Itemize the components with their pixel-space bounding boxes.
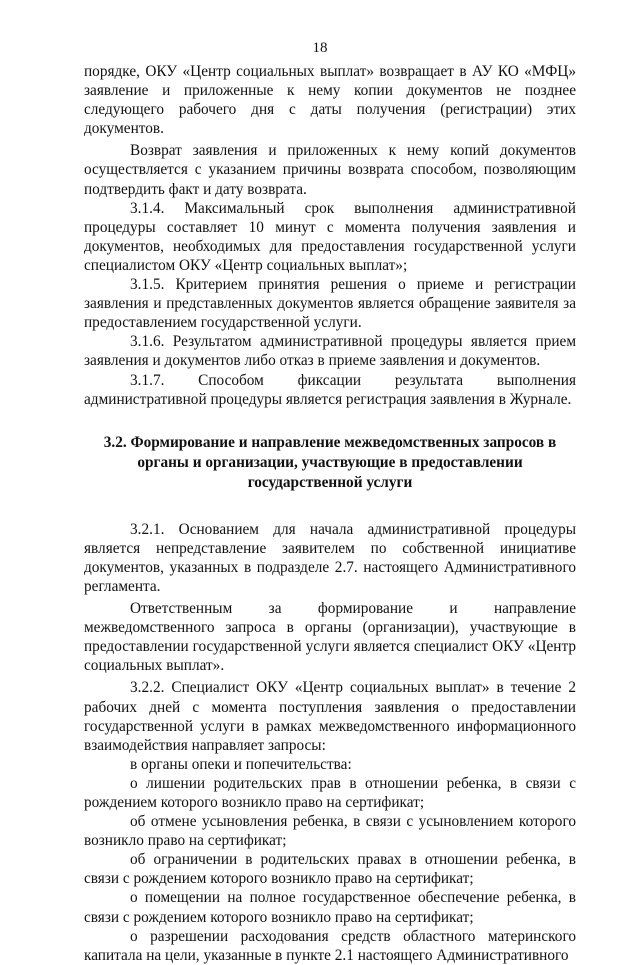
paragraph: порядке, ОКУ «Центр социальных выплат» возвращает в АУ КО «МФЦ» заявление и приложенные к нему копии документов не позднее следующего рабочего дня с даты получения (регистрации) этих документов. xyxy=(84,63,576,138)
page-number: 18 xyxy=(312,40,328,56)
list-item: об ограничении в родительских правах в отношении ребенка, в связи с рождением которого возникло право на сертификат; xyxy=(84,851,576,888)
paragraph: Возврат заявления и приложенных к нему копий документов осуществляется с указанием причины возврата способом, позволяющим подтвердить факт и дату возврата. xyxy=(84,142,576,198)
section-heading: 3.2. Формирование и направление межведомственных запросов в органы и организации, участвующие в предоставлении государственной услуги xyxy=(103,433,557,491)
paragraph: Ответственным за формирование и направление межведомственного запроса в органы (организации), участвующие в предоставлении государственной услуги является специалист ОКУ «Центр социальных выплат». xyxy=(84,600,576,675)
list-item: о разрешении расходования средств областного материнского капитала на цели, указанные в пункте 2.1 настоящего Административного xyxy=(84,927,576,964)
document-body xyxy=(84,62,576,965)
paragraph: 3.2.2. Специалист ОКУ «Центр социальных выплат» в течение 2 рабочих дней с момента поступления заявления о предоставлении государственной услуги в рамках межведомственного информационного взаимодействия направляет запросы: xyxy=(84,679,576,754)
paragraph: 3.2.1. Основанием для начала административной процедуры является непредставление заявителем по собственной инициативе документов, указанных в подразделе 2.7. настоящего Административного регламента. xyxy=(84,520,576,595)
list-item: о помещении на полное государственное обеспечение ребенка, в связи с рождением которого возникло право на сертификат; xyxy=(84,889,576,926)
list-intro: в органы опеки и попечительства: xyxy=(130,755,352,773)
paragraph: 3.1.7. Способом фиксации результата выполнения административной процедуры является регистрация заявления в Журнале. xyxy=(84,371,576,408)
paragraph: 3.1.6. Результатом административной процедуры является прием заявления и документов либо отказ в приеме заявления и документов. xyxy=(84,333,576,370)
list-item: о лишении родительских прав в отношении ребенка, в связи с рождением которого возникло право на сертификат; xyxy=(84,774,576,811)
list-item: об отмене усыновления ребенка, в связи с усыновлением которого возникло право на сертификат; xyxy=(84,813,576,850)
paragraph: 3.1.4. Максимальный срок выполнения административной процедуры составляет 10 минут с момента получения заявления и документов, необходимых для предоставления государственной услуги специалистом ОКУ «Центр социальных выплат»; xyxy=(84,199,576,274)
paragraph: 3.1.5. Критерием принятия решения о приеме и регистрации заявления и представленных документов является обращение заявителя за предоставлением государственной услуги. xyxy=(84,276,576,332)
